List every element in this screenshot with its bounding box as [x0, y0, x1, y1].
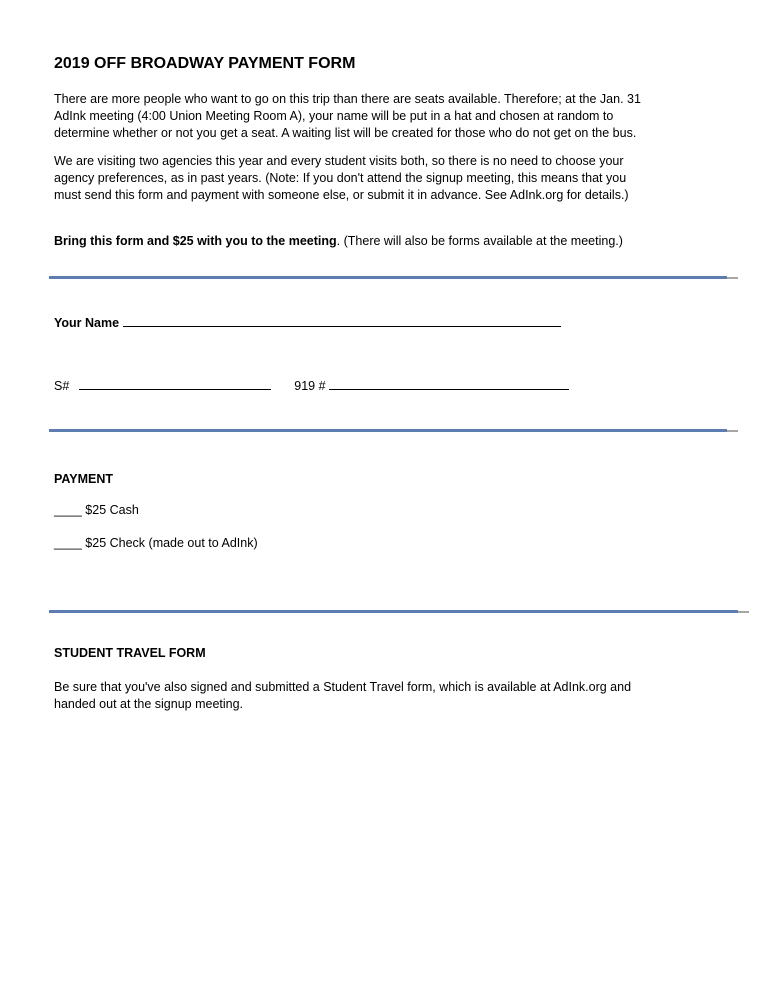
section-divider [49, 610, 738, 613]
name-label: Your Name [54, 316, 120, 330]
s-number-label: S# [54, 379, 70, 393]
cash-blank[interactable]: ____ [54, 503, 82, 517]
bring-bold-text: Bring this form and $25 with you to the meeting [54, 234, 337, 248]
agencies-line: must send this form and payment with someone else, or submit it in advance. See AdInk.org for details.) [54, 188, 629, 202]
travel-line: handed out at the signup meeting. [54, 697, 244, 711]
check-blank[interactable]: ____ [54, 536, 82, 550]
intro-line: AdInk meeting (4:00 Union Meeting Room A), your name will be put in a hat and chosen at random to [54, 109, 614, 123]
section-divider [49, 429, 727, 432]
bring-paragraph [54, 233, 714, 250]
check-option[interactable] [54, 536, 258, 550]
cash-option[interactable] [54, 503, 139, 517]
agencies-line: agency preferences, as in past years. (Note: If you don't attend the signup meeting, this means that you [54, 171, 627, 185]
agencies-line: We are visiting two agencies this year and every student visits both, so there is no need to choose your [54, 154, 624, 168]
page-title: 2019 OFF BROADWAY PAYMENT FORM [54, 55, 356, 72]
travel-heading: STUDENT TRAVEL FORM [54, 646, 206, 660]
intro-paragraph [54, 91, 714, 142]
agencies-paragraph [54, 153, 714, 204]
section-divider [49, 276, 727, 279]
check-label: $25 Check (made out to AdInk) [85, 536, 258, 550]
travel-line: Be sure that you've also signed and submitted a Student Travel form, which is available at AdInk.org and [54, 680, 632, 694]
cash-label: $25 Cash [85, 503, 139, 517]
payment-heading: PAYMENT [54, 472, 114, 486]
intro-line: There are more people who want to go on this trip than there are seats available. Therefore; at the Jan. 31 [54, 92, 641, 106]
s-number-field[interactable] [79, 376, 271, 390]
name-field[interactable] [123, 313, 561, 327]
phone-field[interactable] [329, 376, 569, 390]
phone-label: 919 # [294, 379, 326, 393]
name-field-row [54, 313, 561, 331]
id-field-row [54, 376, 569, 394]
bring-rest-text: . (There will also be forms available at the meeting.) [336, 234, 623, 248]
travel-paragraph [54, 679, 714, 713]
intro-line: determine whether or not you get a seat. A waiting list will be created for those who do not get on the bus. [54, 126, 637, 140]
